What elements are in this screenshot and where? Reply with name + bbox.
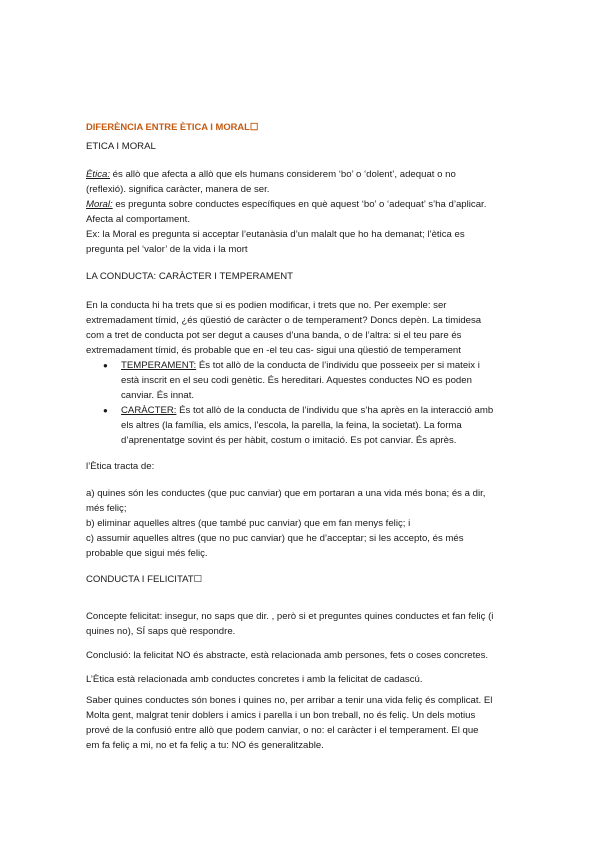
felicitat-p4-line-1: Saber quines conductes són bones i quines no, per arribar a tenir una vida feliç és complicat. El	[86, 695, 493, 706]
temperament-term: TEMPERAMENT:	[121, 360, 197, 371]
document-title	[86, 120, 258, 135]
moral-definition-line-2: Afecta al comportament.	[86, 214, 190, 225]
caracter-line-2: els altres (la família, els amics, l’escola, la parella, la feina, la societat). La forma	[121, 420, 462, 431]
temperament-line-1	[121, 359, 480, 374]
caracter-line-3: d’aprenentatge sovint és per hàbit, costum o imitació. Es pot canviar. És après.	[121, 435, 457, 446]
title-text: DIFERÈNCIA ENTRE ÈTICA I MORAL	[86, 121, 250, 132]
conducta-paragraph-line-1: En la conducta hi ha trets que si es podien modificar, i trets que no. Per exemple: ser	[86, 300, 447, 311]
temperament-text: És tot allò de la conducta de l’individu que posseeix per si mateix i	[196, 360, 480, 371]
etica-definition-line-1	[86, 168, 456, 183]
moral-definition-line-1	[86, 198, 486, 213]
felicitat-p1-line-2: quines no), SÍ saps què respondre.	[86, 626, 236, 637]
item-a-line-1: a) quines són les conductes (que puc canviar) que em portaran a una vida més bona; és a dir,	[86, 488, 486, 499]
item-c-line-2: probable que sigui més feliç.	[86, 548, 208, 559]
conducta-paragraph-line-3: com a tret de conducta pot ser degut a causes d’una banda, o de l’altra: si el teu pare és	[86, 330, 462, 341]
caracter-line-1	[121, 404, 493, 419]
moral-def-text: es pregunta sobre conductes específiques en què aquest ‘bo’ o ‘adequat’ s’ha d’aplicar.	[112, 199, 487, 210]
section-heading-conducta: LA CONDUCTA: CARÀCTER I TEMPERAMENT	[86, 271, 294, 282]
item-c-line-1: c) assumir aquelles altres (que no puc canviar) que he d’acceptar; si les accepto, és més	[86, 533, 464, 544]
felicitat-p4-line-3: prové de la confusió entre allò que podem canviar, o no: el caràcter i el temperament. El que	[86, 725, 479, 736]
conducta-paragraph-line-4: extremadament tímid, és probable que en -el teu cas- sigui una qüestió de temperament	[86, 345, 461, 356]
etica-def-text: és allò que afecta a allò que els humans considerem ‘bo’ o ‘dolent’, adequat o no	[110, 169, 456, 180]
etica-definition-line-2: (reflexió). significa caràcter, manera de ser.	[86, 184, 270, 195]
title-box-glyph: ☐	[249, 121, 259, 132]
item-b: b) eliminar aquelles altres (que també puc canviar) que em fan menys feliç; i	[86, 518, 411, 529]
example-line-1: Ex: la Moral es pregunta si acceptar l’eutanàsia d’un malalt que ho ha demanat; l’ètica es	[86, 229, 465, 240]
item-a-line-2: més feliç;	[86, 503, 127, 514]
bullet-temperament: ●	[103, 361, 108, 370]
conducta-paragraph-line-2: extremadament tímid, ¿és qüestió de caràcter o de temperament? Doncs depèn. La timidesa	[86, 315, 482, 326]
section-heading-felicitat	[86, 573, 202, 588]
felicitat-p4-line-4: em fa feliç a mi, no et fa feliç a tu: NO és generalitzable.	[86, 740, 324, 751]
example-line-2: pregunta pel ‘valor’ de la vida i la mort	[86, 244, 248, 255]
felicitat-conclusio: Conclusió: la felicitat NO és abstracte, està relacionada amb persones, fets o coses concretes.	[86, 650, 489, 661]
etica-tracta-intro: l’Ètica tracta de:	[86, 461, 155, 472]
etica-term: Ètica:	[86, 169, 110, 180]
temperament-line-2: està inscrit en el seu codi genètic. És hereditari. Aquestes conductes NO es poden	[121, 375, 472, 386]
temperament-line-3: canviar. És innat.	[121, 390, 195, 401]
subtitle: ETICA I MORAL	[86, 141, 156, 152]
felicitat-box-glyph: ☐	[193, 574, 203, 585]
bullet-caracter: ●	[103, 406, 108, 415]
caracter-term: CARÀCTER:	[121, 405, 177, 416]
caracter-text: És tot allò de la conducta de l’individu que s’ha après en la interacció amb	[176, 405, 494, 416]
moral-term: Moral:	[86, 199, 113, 210]
felicitat-p4-line-2: Molta gent, malgrat tenir doblers i amics i parella i un bon treball, no és feliç. Un dels motius	[86, 710, 476, 721]
felicitat-p1-line-1: Concepte felicitat: insegur, no saps que dir. , però si et preguntes quines conductes et fan feliç (i	[86, 611, 494, 622]
felicitat-etica-relacionada: L’Ètica està relacionada amb conductes concretes i amb la felicitat de cadascú.	[86, 674, 423, 685]
felicitat-heading-text: CONDUCTA I FELICITAT	[86, 574, 194, 585]
